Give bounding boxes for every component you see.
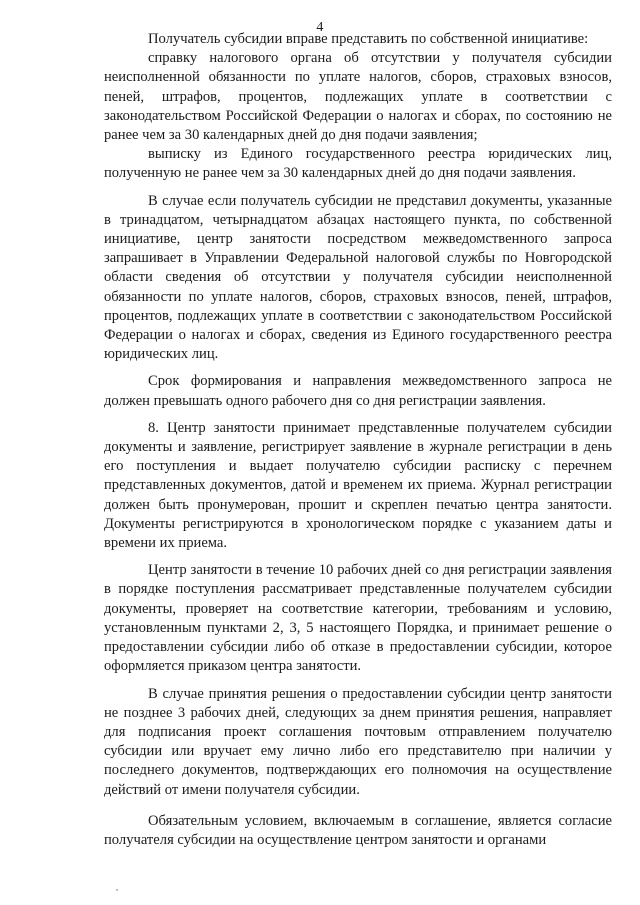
document-body xyxy=(104,30,612,850)
paragraph-item-8-registration: 8. Центр занятости принимает представленные получателем субсидии документы и заявление, регистрирует заявление в журнале регистрации в день его поступления и выдает получателю субсидии расписку с перечнем представленных документов, датой и временем их приема. Журнал регистрации должен быть пронумерован, прошит и скреплен печатью центра занятости. Документы регистрируются в хронологическом порядке с указанием даты и времени их приема. xyxy=(104,419,612,552)
paragraph-request-deadline: Срок формирования и направления межведомственного запроса не должен превышать одного рабочего дня со дня регистрации заявления. xyxy=(104,373,612,409)
paragraph-mandatory-condition: Обязательным условием, включаемым в соглашение, является согласие получателя субсидии на осуществление центром занятости и органами xyxy=(104,812,612,848)
page-number: 4 xyxy=(316,20,324,35)
paragraph-review-period: Центр занятости в течение 10 рабочих дней со дня регистрации заявления в порядке поступления рассматривает представленные получателем субсидии документы, проверяет на соответствие категории, требованиям и условию, установленным пунктами 2, 3, 5 настоящего Порядка, и принимает решение о предоставлении субсидии либо об отказе в предоставлении субсидии, которое оформляется приказом центра занятости. xyxy=(104,562,612,675)
paragraph-interagency-request: В случае если получатель субсидии не представил документы, указанные в тринадцатом, четырнадцатом абзацах настоящего пункта, по собственной инициативе, центр занятости посредством межведомственного запроса запрашивает в Управлении Федеральной налоговой службы по Новгородской области сведения об отсутствии у получателя субсидии неисполненной обязанности по уплате налогов, сборов, страховых взносов, пеней, штрафов, процентов, подлежащих уплате в соответствии с законодательством Российской Федерации о налогах и сборах, сведения из Единого государственного реестра юридических лиц. xyxy=(104,192,612,363)
paragraph-right-to-submit: Получатель субсидии вправе представить по собственной инициативе: xyxy=(148,31,589,47)
paragraph-agreement-sending: В случае принятия решения о предоставлении субсидии центр занятости не позднее 3 рабочих дней, следующих за днем принятия решения, направляет для подписания проект соглашения почтовым отправлением получателю субсидии или вручает ему лично либо его представителю при наличии у последнего документов, подтверждающих его полномочия на осуществление действий от имени получателя субсидии. xyxy=(104,685,612,798)
paragraph-tax-certificate: справку налогового органа об отсутствии у получателя субсидии неисполненной обязанности по уплате налогов, сборов, страховых взносов, пеней, штрафов, процентов, подлежащих уплате в соответствии с законодательством Российской Федерации о налогах и сборах, по состоянию не ранее чем за 30 календарных дней до дня подачи заявления; xyxy=(104,50,612,144)
scan-speck xyxy=(116,889,118,891)
paragraph-registry-extract: выписку из Единого государственного реестра юридических лиц, полученную не ранее чем за 30 календарных дней до дня подачи заявления. xyxy=(104,146,612,182)
